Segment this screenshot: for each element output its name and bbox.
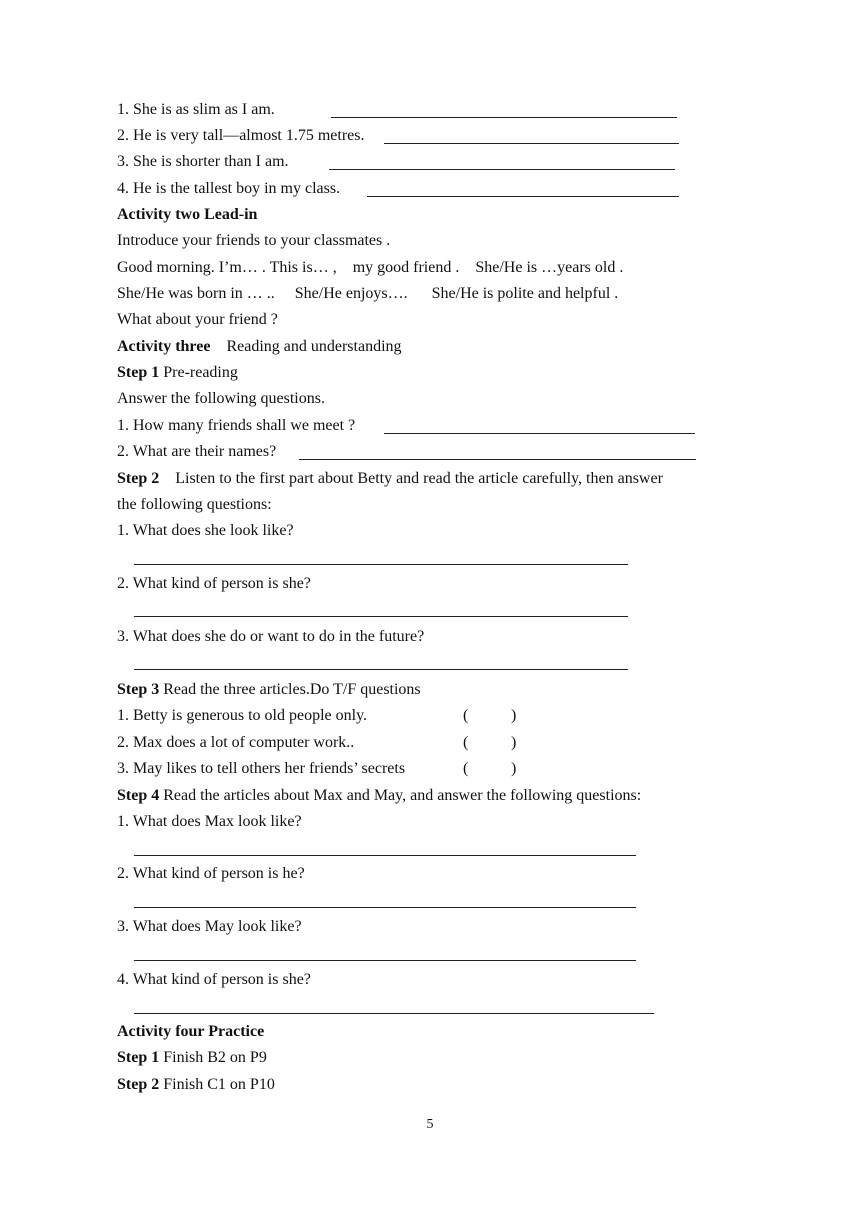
answer-line[interactable] — [329, 169, 675, 170]
tf-paren-close: ) — [511, 760, 517, 777]
activity-three-heading — [117, 337, 402, 357]
step3-line — [117, 680, 421, 700]
activity-three-title: Activity three — [117, 338, 211, 355]
step1-question-1: 1. How many friends shall we meet ? — [117, 417, 356, 434]
step1-instruction: Answer the following questions. — [117, 390, 325, 407]
step-text: Listen to the first part about Betty and read the article carefully, then answer — [159, 470, 663, 487]
step4-question-3: 3. What does May look like? — [117, 918, 302, 935]
tf-paren-open: ( — [463, 734, 469, 751]
step-text: Finish C1 on P10 — [159, 1076, 275, 1093]
activity-two-line: She/He was born in … .. She/He enjoys…. She/He is polite and helpful . — [117, 285, 619, 302]
step2-question-1: 1. What does she look like? — [117, 522, 294, 539]
warmup-sentence-1: 1. She is as slim as I am. — [117, 101, 275, 118]
activity-three-subtitle: Reading and understanding — [210, 338, 402, 355]
step1-question-2: 2. What are their names? — [117, 443, 277, 460]
tf-statement-2: 2. Max does a lot of computer work.. — [117, 734, 355, 751]
answer-line[interactable] — [384, 433, 695, 434]
step-text: Read the three articles.Do T/F questions — [159, 681, 421, 698]
step-label: Step 1 — [117, 364, 160, 381]
warmup-sentence-2: 2. He is very tall—almost 1.75 metres. — [117, 127, 365, 144]
answer-line[interactable] — [299, 459, 696, 460]
answer-line[interactable] — [134, 855, 636, 856]
answer-line[interactable] — [134, 960, 636, 961]
step-label: Step 1 — [117, 1049, 160, 1066]
activity-two-line: Introduce your friends to your classmates . — [117, 232, 391, 249]
activity-four-step2 — [117, 1075, 275, 1095]
step1-line — [117, 363, 238, 383]
tf-paren-close: ) — [511, 734, 517, 751]
tf-paren-open: ( — [463, 760, 469, 777]
answer-line[interactable] — [134, 669, 628, 670]
warmup-sentence-3: 3. She is shorter than I am. — [117, 153, 289, 170]
step-text: Read the articles about Max and May, and answer the following questions: — [159, 787, 642, 804]
activity-four-heading: Activity four Practice — [117, 1023, 265, 1040]
step-label: Step 2 — [117, 1076, 160, 1093]
answer-line[interactable] — [367, 196, 679, 197]
answer-line[interactable] — [134, 616, 628, 617]
warmup-sentence-4: 4. He is the tallest boy in my class. — [117, 180, 341, 197]
tf-statement-3: 3. May likes to tell others her friends’ secrets — [117, 760, 406, 777]
step2-line-continued: the following questions: — [117, 496, 272, 513]
step2-question-3: 3. What does she do or want to do in the future? — [117, 628, 425, 645]
answer-line[interactable] — [134, 907, 636, 908]
step-text: Finish B2 on P9 — [159, 1049, 267, 1066]
step4-question-4: 4. What kind of person is she? — [117, 971, 311, 988]
activity-two-line: Good morning. I’m… . This is… , my good friend . She/He is …years old . — [117, 259, 624, 276]
tf-statement-1: 1. Betty is generous to old people only. — [117, 707, 368, 724]
activity-two-line: What about your friend ? — [117, 311, 278, 328]
tf-paren-close: ) — [511, 707, 517, 724]
step2-question-2: 2. What kind of person is she? — [117, 575, 311, 592]
step-label: Step 2 — [117, 470, 160, 487]
step4-line — [117, 786, 641, 806]
answer-line[interactable] — [134, 1013, 654, 1014]
answer-line[interactable] — [331, 117, 677, 118]
step-text: Pre-reading — [159, 364, 238, 381]
activity-four-step1 — [117, 1048, 267, 1068]
step2-line — [117, 469, 663, 489]
step4-question-1: 1. What does Max look like? — [117, 813, 302, 830]
page-number: 5 — [426, 1117, 434, 1132]
step4-question-2: 2. What kind of person is he? — [117, 865, 305, 882]
step-label: Step 4 — [117, 787, 160, 804]
activity-two-heading: Activity two Lead-in — [117, 206, 258, 223]
answer-line[interactable] — [134, 564, 628, 565]
step-label: Step 3 — [117, 681, 160, 698]
tf-paren-open: ( — [463, 707, 469, 724]
answer-line[interactable] — [384, 143, 679, 144]
